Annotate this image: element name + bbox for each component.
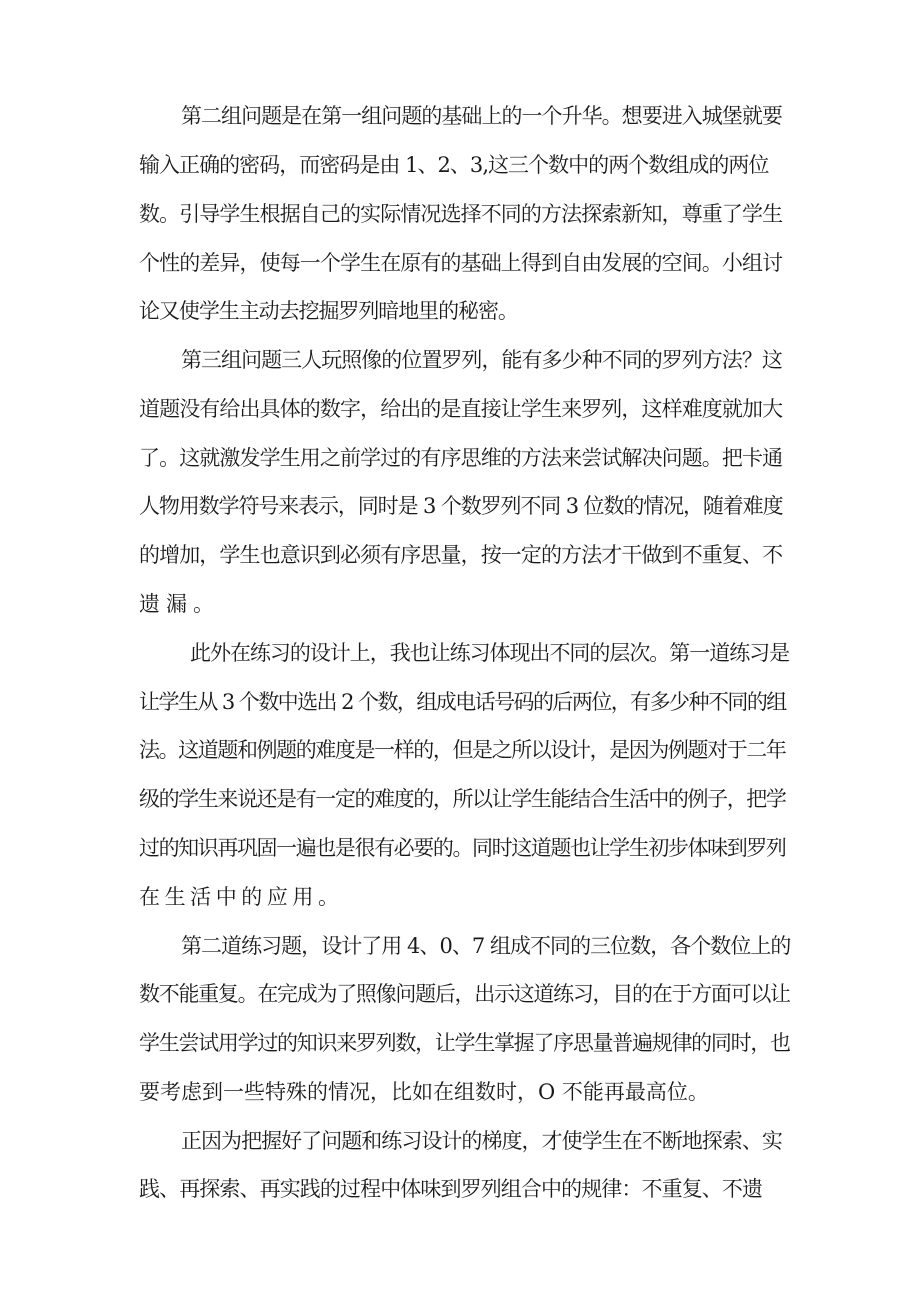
paragraph-2-line-4: 人物用数学符号来表示，同时是 3 个数罗列不同 3 位数的情况，随着难度: [139, 494, 783, 518]
paragraph-1-line-4: 个性的差异，使每一个学生在原有的基础上得到自由发展的空间。小组讨: [139, 251, 783, 275]
paragraph-4-line-4: 要考虑到一些特殊的情况，比如在组数时，O 不能再最高位。: [139, 1080, 709, 1104]
paragraph-4-line-1: 第二道练习题，设计了用 4、0、7 组成不同的三位数，各个数位上的: [181, 934, 791, 958]
paragraph-2-line-6: 遗漏。: [139, 592, 220, 616]
paragraph-3-line-2: 让学生从 3 个数中选出 2 个数，组成电话号码的后两位，有多少种不同的组: [139, 690, 786, 714]
paragraph-3-line-5: 过的知识再巩固一遍也是很有必要的。同时这道题也让学生初步体味到罗列: [139, 836, 786, 860]
paragraph-1-line-3: 数。引导学生根据自己的实际情况选择不同的方法探索新知，尊重了学生: [139, 202, 783, 226]
paragraph-2-line-3: 了。这就激发学生用之前学过的有序思维的方法来尝试解决问题。把卡通: [139, 446, 783, 470]
paragraph-2-line-2: 道题没有给出具体的数字，给出的是直接让学生来罗列，这样难度就加大: [139, 397, 783, 421]
paragraph-4-line-3: 学生尝试用学过的知识来罗列数，让学生掌握了序思量普遍规律的同时，也: [139, 1031, 790, 1055]
paragraph-5-line-2: 践、再探索、再实践的过程中体味到罗列组合中的规律：不重复、不遗: [139, 1177, 763, 1201]
paragraph-3-line-6: 在生活中的应用。: [139, 885, 344, 909]
paragraph-3-line-1: 此外在练习的设计上，我也让练习体现出不同的层次。第一道练习是: [190, 641, 790, 665]
paragraph-2-line-5: 的增加，学生也意识到必须有序思量，按一定的方法才干做到不重复、不: [139, 543, 783, 567]
paragraph-5-line-1: 正因为把握好了问题和练习设计的梯度，才使学生在不断地探索、实: [181, 1129, 782, 1153]
paragraph-3-line-4: 级的学生来说还是有一定的难度的，所以让学生能结合生活中的例子，把学: [139, 787, 786, 811]
paragraph-1-line-2: 输入正确的密码，而密码是由 1、2、3,这三个数中的两个数组成的两位: [139, 153, 769, 177]
paragraph-1-line-1: 第二组问题是在第一组问题的基础上的一个升华。想要进入城堡就要: [181, 104, 782, 128]
paragraph-4-line-2: 数不能重复。在完成为了照像问题后，出示这道练习，目的在于方面可以让: [139, 982, 790, 1006]
paragraph-1-line-5: 论又使学生主动去挖掘罗列暗地里的秘密。: [139, 299, 518, 323]
paragraph-3-line-3: 法。这道题和例题的难度是一样的，但是之所以设计，是因为例题对于二年: [139, 738, 786, 762]
paragraph-2-line-1: 第三组问题三人玩照像的位置罗列，能有多少种不同的罗列方法？这: [181, 348, 782, 372]
